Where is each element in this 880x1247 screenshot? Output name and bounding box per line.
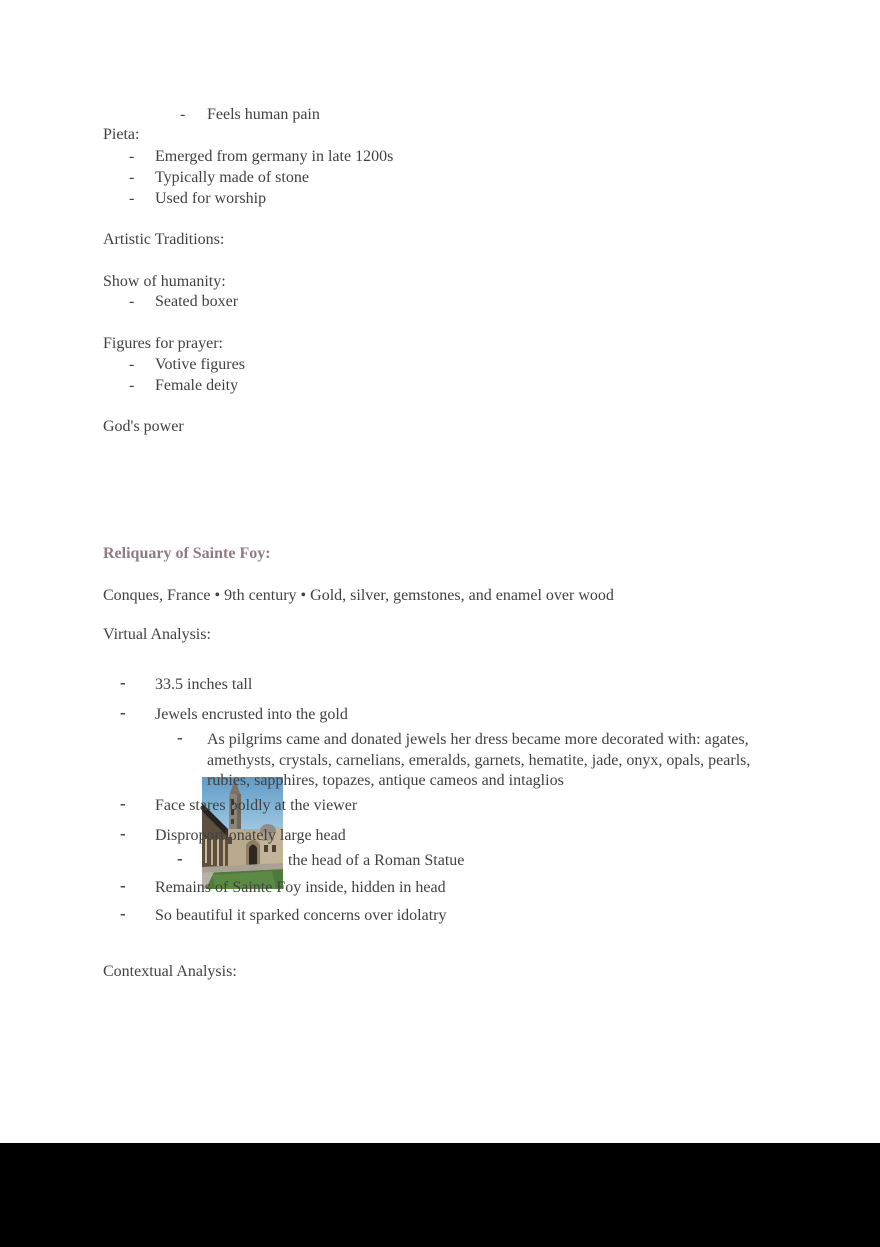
list-item: 33.5 inches tall — [155, 676, 253, 693]
bullet-dash: - — [129, 293, 135, 310]
bullet-dash: - — [129, 377, 135, 394]
list-item: Typically made of stone — [155, 169, 309, 186]
bullet-dash: - — [120, 703, 126, 722]
section-label-artistic-traditions: Artistic Traditions: — [103, 231, 225, 248]
list-item: Disproportionately large head — [155, 827, 346, 844]
section-label-pieta: Pieta: — [103, 126, 140, 143]
bullet-dash: - — [120, 673, 126, 692]
note-line-intro-bullet: Feels human pain — [207, 106, 320, 123]
list-item: Jewels encrusted into the gold — [155, 706, 348, 723]
bullet-dash: - — [129, 190, 135, 207]
section-label-prayer: Figures for prayer: — [103, 335, 223, 352]
list-item: Female deity — [155, 377, 239, 394]
list-item: Used for worship — [155, 190, 267, 207]
list-item: Seated boxer — [155, 293, 239, 310]
list-item: Face stares boldly at the viewer — [155, 797, 358, 814]
list-item: Votive figures — [155, 356, 245, 373]
note-line-pilgrims-1: As pilgrims came and donated jewels her dress became more decorated with: agates, — [207, 731, 749, 748]
section-heading-reliquary: Reliquary of Sainte Foy: — [103, 545, 271, 562]
list-item: Emerged from germany in late 1200s — [155, 148, 394, 165]
note-line-roman-statue: the head of a Roman Statue — [288, 852, 465, 869]
bullet-dash: - — [120, 876, 126, 895]
bullet-dash: - — [120, 794, 126, 813]
bottom-letterbox-bar — [0, 1143, 880, 1247]
bullet-dash: - — [177, 849, 183, 868]
reliquary-subtitle: Conques, France • 9th century • Gold, silver, gemstones, and enamel over wood — [103, 587, 614, 604]
section-label-humanity: Show of humanity: — [103, 273, 226, 290]
list-item: Remains of Sainte Foy inside, hidden in head — [155, 879, 446, 896]
section-label-contextual-analysis: Contextual Analysis: — [103, 963, 237, 980]
bullet-dash: - — [120, 904, 126, 923]
bullet-dash: - — [177, 728, 183, 747]
section-label-virtual-analysis: Virtual Analysis: — [103, 626, 211, 643]
note-line-pilgrims-2: amethysts, crystals, carnelians, emeralds, garnets, hematite, jade, onyx, opals, pearls, — [207, 752, 751, 769]
note-line-gods-power: God's power — [103, 418, 184, 435]
bullet-dash: - — [120, 824, 126, 843]
bullet-dash: - — [180, 106, 186, 123]
bullet-dash: - — [129, 148, 135, 165]
bullet-dash: - — [129, 169, 135, 186]
bullet-dash: - — [129, 356, 135, 373]
note-line-pilgrims-3: rubies, sapphires, topazes, antique cameos and intaglios — [207, 772, 564, 789]
list-item: So beautiful it sparked concerns over idolatry — [155, 907, 447, 924]
